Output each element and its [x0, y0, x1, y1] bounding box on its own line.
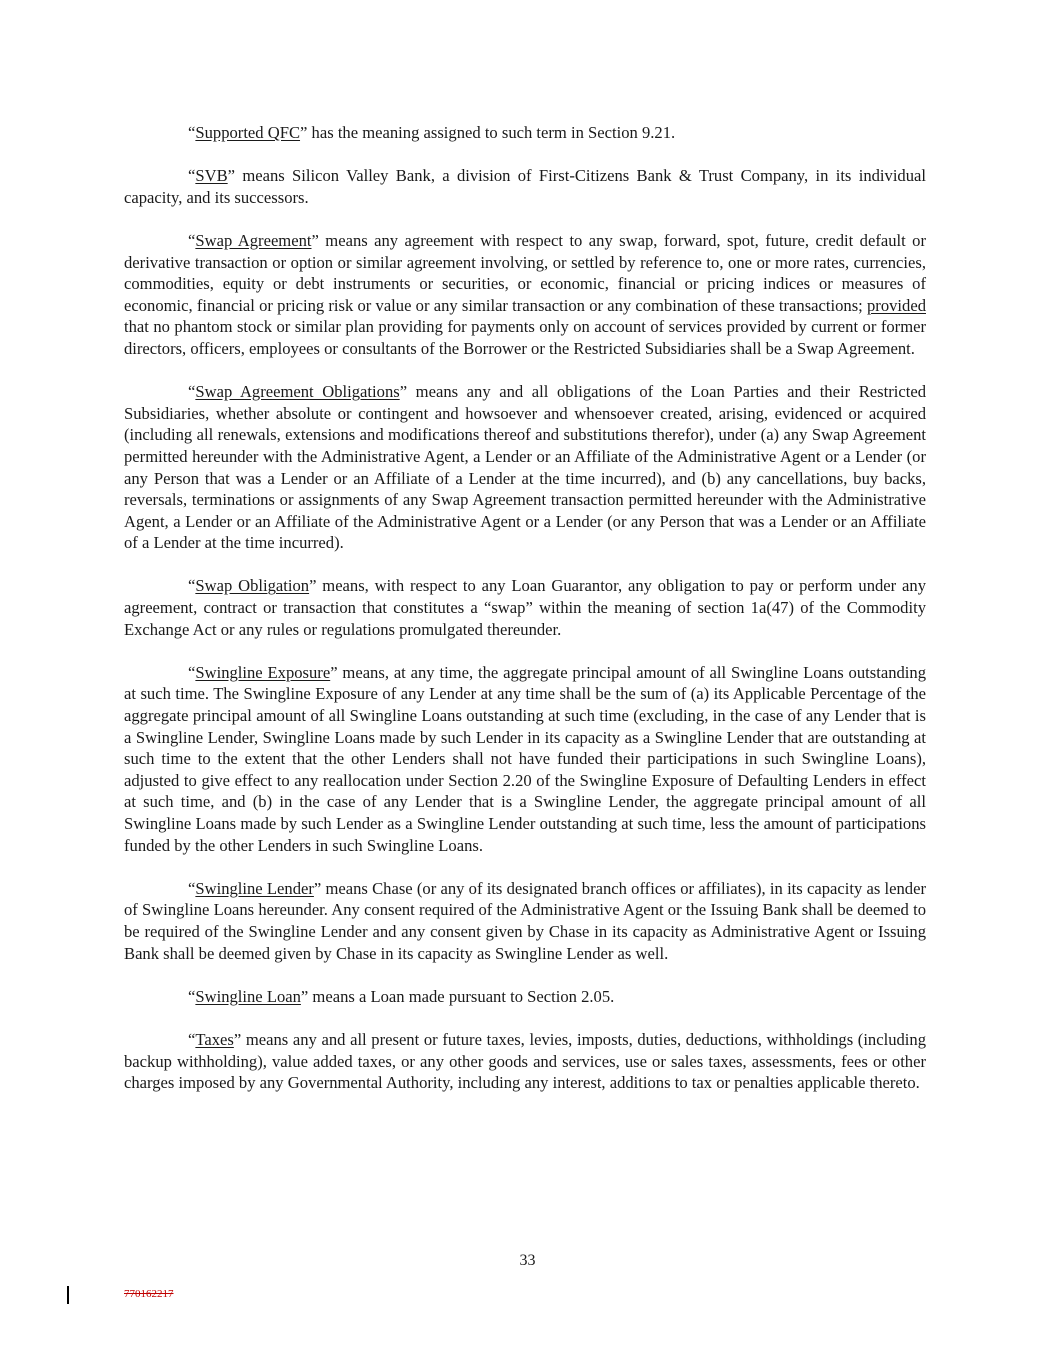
- definition-swingline-exposure: “Swingline Exposure” means, at any time, the aggregate principal amount of all Swingline Loans outstanding at such time. The Swingline Exposure of any Lender at any time shall be the sum of (a) its Applicable Percentage of the aggregate principal amount of all Swingline Loans outstanding at such time (excluding, in the case of any Lender that is a Swingline Lender, Swingline Loans made by such Lender in its capacity as a Swingline Lender that are outstanding at such time to the extent that the other Lenders shall not have funded their participations in such Swingline Loans), adjusted to give effect to any reallocation under Section 2.20 of the Swingline Exposure of Defaulting Lenders in effect at such time, and (b) in the case of any Lender that is a Swingline Lender, the aggregate principal amount of all Swingline Loans made by such Lender as a Swingline Lender outstanding at such time, less the amount of participations funded by the other Lenders in such Swingline Loans.: [124, 662, 926, 855]
- definition-taxes: “Taxes” means any and all present or future taxes, levies, imposts, duties, deductions, withholdings (including backup withholding), value added taxes, or any other goods and services, use or sales taxes, assessments, fees or other charges imposed by any Governmental Authority, including any interest, additions to tax or penalties applicable thereto.: [124, 1029, 926, 1093]
- defined-term: Swap Agreement Obligations: [195, 382, 400, 402]
- defined-term: Swingline Loan: [195, 986, 301, 1006]
- defined-term: Supported QFC: [195, 123, 301, 142]
- document-body: [124, 122, 926, 1115]
- document-id: 770162217: [124, 1288, 174, 1300]
- definition-swap-obligation: “Swap Obligation” means, with respect to any Loan Guarantor, any obligation to pay or perform under any agreement, contract or transaction that constitutes a “swap” within the meaning of section 1a(47) of the Commodity Exchange Act or any rules or regulations promulgated thereunder.: [124, 576, 927, 639]
- defined-term: Swingline Lender: [195, 878, 314, 898]
- definition-supported-qfc: “Supported QFC” has the meaning assigned to such term in Section 9.21.: [188, 123, 676, 142]
- defined-term: SVB: [195, 166, 228, 186]
- defined-term: Taxes: [195, 1029, 234, 1049]
- definition-svb: “SVB” means Silicon Valley Bank, a division of First-Citizens Bank & Trust Company, in its individual capacity, and its successors.: [124, 166, 926, 207]
- definition-swingline-lender: “Swingline Lender” means Chase (or any of its designated branch offices or affiliates), in its capacity as lender of Swingline Loans hereunder. Any consent required of the Administrative Agent or the Issuing Bank shall be deemed to be required of the Swingline Lender and any consent given by Chase in its capacity as Administrative Agent or Issuing Bank shall be deemed given by Chase in its capacity as Swingline Lender as well.: [124, 878, 926, 963]
- defined-term: Swap Agreement: [195, 230, 312, 250]
- definition-swap-agreement: “Swap Agreement” means any agreement with respect to any swap, forward, spot, future, credit default or derivative transaction or option or similar agreement involving, or settled by reference to, one or more rates, currencies, commodities, equity or debt instruments or securities, or economic, financial or pricing indices or measures of economic, financial or pricing risk or value or any similar transaction or any combination of these transactions; provided that no phantom stock or similar plan providing for payments only on account of services provided by current or former directors, officers, employees or consultants of the Borrower or the Restricted Subsidiaries shall be a Swap Agreement.: [124, 230, 926, 358]
- definition-swingline-loan: “Swingline Loan” means a Loan made pursuant to Section 2.05.: [188, 986, 615, 1006]
- page-number: 33: [519, 1252, 536, 1269]
- definition-swap-agreement-obligations: “Swap Agreement Obligations” means any and all obligations of the Loan Parties and their Restricted Subsidiaries, whether absolute or contingent and howsoever and whensoever created, arising, evidenced or acquired (including all renewals, extensions and modifications thereof and substitutions therefor), under (a) any Swap Agreement permitted hereunder with the Administrative Agent, a Lender or an Affiliate of the Administrative Agent or a Lender (or any Person that was a Lender or an Affiliate of a Lender at the time incurred), and (b) any cancellations, buy backs, reversals, terminations or assignments of any Swap Agreement transaction permitted hereunder with the Administrative Agent, a Lender or an Affiliate of the Administrative Agent or a Lender (or any Person that was a Lender or an Affiliate of a Lender at the time incurred).: [124, 382, 926, 553]
- change-bar: [67, 1286, 69, 1304]
- defined-term: Swap Obligation: [195, 576, 310, 596]
- defined-term: Swingline Exposure: [195, 662, 331, 682]
- proviso-word: provided: [867, 295, 926, 315]
